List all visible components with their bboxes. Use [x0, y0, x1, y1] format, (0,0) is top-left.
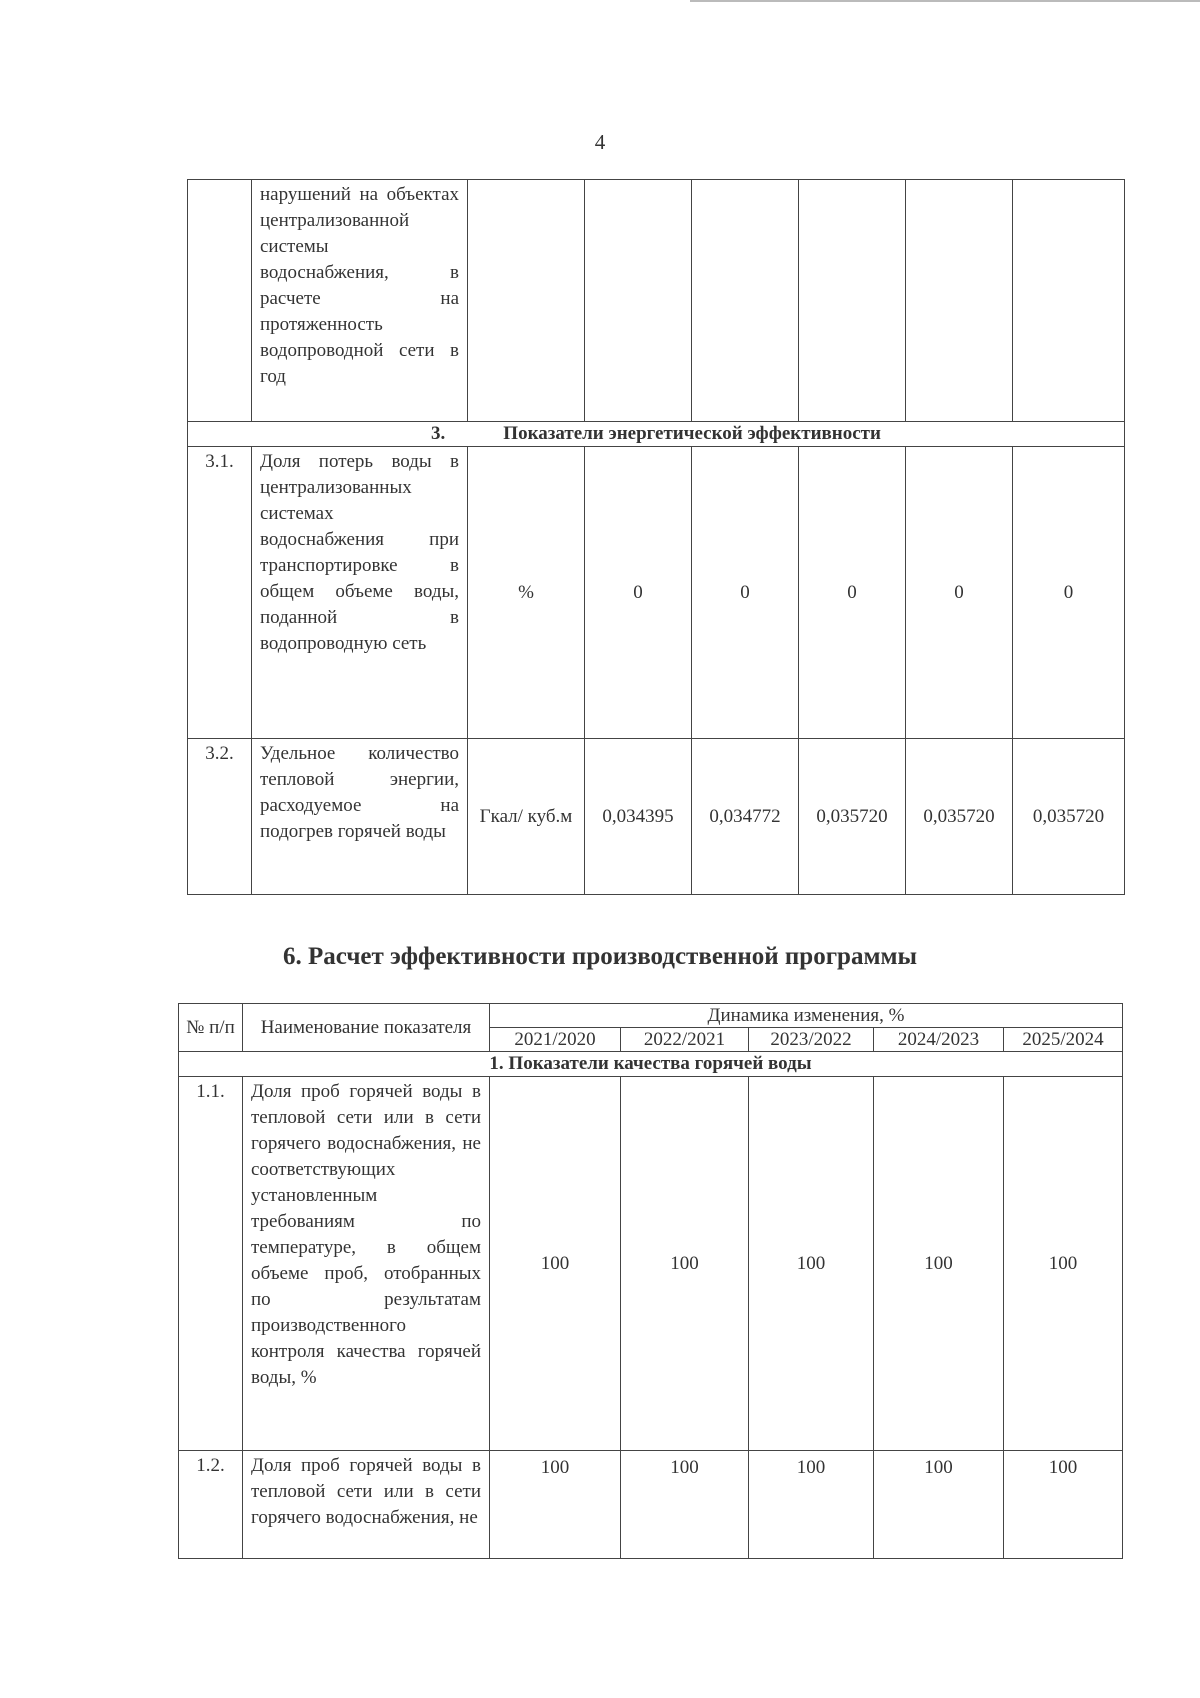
year-header: 2023/2022: [749, 1028, 874, 1052]
value-cell: 0: [906, 447, 1013, 739]
indicator-name-cell: нарушений на объектах централизованной системы водоснабжения, в расчете на протяженность водопроводной сети в год: [252, 180, 468, 422]
value-cell: 100: [874, 1077, 1004, 1451]
value-cell: 100: [874, 1451, 1004, 1559]
value-cell: 100: [490, 1077, 621, 1451]
section-row: [188, 422, 1125, 447]
table-row: [188, 180, 1125, 422]
value-cell: 100: [1004, 1077, 1123, 1451]
year-header: 2025/2024: [1004, 1028, 1123, 1052]
value-cell: 0,034395: [585, 739, 692, 895]
value-cell: 0: [585, 447, 692, 739]
table-row: [179, 1451, 1123, 1559]
year-header: 2022/2021: [621, 1028, 749, 1052]
indicator-name-cell: Удельное количество тепловой энергии, расходуемое на подогрев горячей воды: [252, 739, 468, 895]
value-cell: 100: [749, 1077, 874, 1451]
header-row: [179, 1004, 1123, 1028]
value-cell: 100: [621, 1451, 749, 1559]
value-cell: 0,035720: [906, 739, 1013, 895]
row-number: 1.2.: [179, 1451, 243, 1559]
value-cell: 0: [692, 447, 799, 739]
section-heading: [188, 422, 1125, 447]
row-number: 3.1.: [188, 447, 252, 739]
value-cell: 0,034772: [692, 739, 799, 895]
header-name: Наименование показателя: [243, 1004, 490, 1052]
page-number: 4: [594, 130, 606, 154]
efficiency-table: [178, 1003, 1123, 1559]
row-number: 3.2.: [188, 739, 252, 895]
year-header: 2024/2023: [874, 1028, 1004, 1052]
unit-cell: Гкал/ куб.м: [468, 739, 585, 895]
value-cell: 100: [490, 1451, 621, 1559]
section-number: 3.: [431, 423, 446, 444]
row-number: 1.1.: [179, 1077, 243, 1451]
header-dynamics: Динамика изменения, %: [490, 1004, 1123, 1028]
section-heading: 1. Показатели качества горячей воды: [179, 1052, 1123, 1077]
unit-cell: %: [468, 447, 585, 739]
value-cell: 0: [799, 447, 906, 739]
indicator-name-cell: Доля потерь воды в централизованных системах водоснабжения при транспортировке в общем объеме воды, поданной в водопроводную сеть: [252, 447, 468, 739]
value-cell: 0: [1013, 447, 1125, 739]
header-num: № п/п: [179, 1004, 243, 1052]
section-6-title: 6. Расчет эффективности производственной программы: [282, 943, 918, 970]
section-title: Показатели энергетической эффективности: [503, 423, 881, 444]
value-cell: 0,035720: [799, 739, 906, 895]
row-number-cell: [188, 180, 252, 422]
scan-edge-line: [690, 0, 1200, 2]
table-row: [188, 447, 1125, 739]
table-row: [188, 739, 1125, 895]
section-row: [179, 1052, 1123, 1077]
value-cell: 100: [621, 1077, 749, 1451]
indicator-name-cell: Доля проб горячей воды в тепловой сети или в сети горячего водоснабжения, не соответствующих установленным требованиям по температуре, в общем объеме проб, отобранных по результатам производственного контроля качества горячей воды, %: [243, 1077, 490, 1451]
table-row: [179, 1077, 1123, 1451]
value-cell: 0,035720: [1013, 739, 1125, 895]
value-cell: 100: [1004, 1451, 1123, 1559]
value-cell: 100: [749, 1451, 874, 1559]
indicator-name-cell: Доля проб горячей воды в тепловой сети или в сети горячего водоснабжения, не: [243, 1451, 490, 1559]
year-header: 2021/2020: [490, 1028, 621, 1052]
indicators-table: [187, 179, 1125, 895]
